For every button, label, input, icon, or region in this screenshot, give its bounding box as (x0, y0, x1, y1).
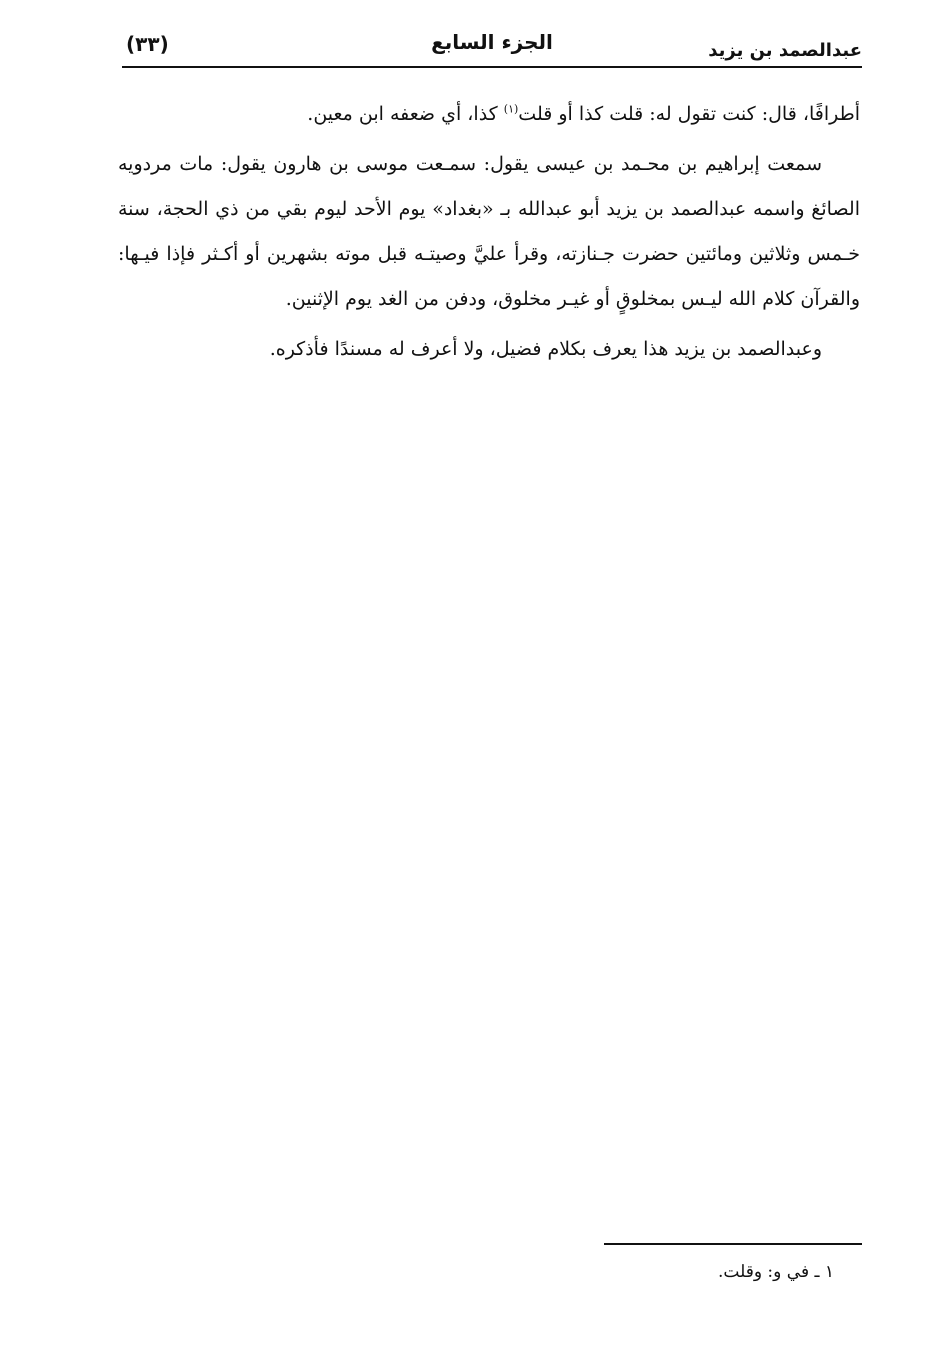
header-divider (122, 66, 862, 68)
footnote-item: ١ ـ في و: وقلت. (717, 1262, 834, 1282)
footnote-divider (604, 1243, 862, 1245)
running-title: عبدالصمد بن يزيد (708, 40, 862, 61)
main-text (118, 92, 860, 377)
footnote-reference[interactable]: (١) (503, 102, 519, 116)
page-number: (٣٣) (126, 32, 169, 56)
paragraph-2: سمعت إبراهيم بن محـمد بن عيسى يقول: سمـعت موسى بن هارون يقول: مات مردويه الصائغ واسمه عبدالصمد بن يزيد أبو عبدالله بـ «بغداد» يوم الأحد ليوم بقي من ذي الحجة، سنة خـمس وثلاثين ومائتين حضرت جـنازته، وقرأ عليَّ وصيتـه قبل موته بشهرين أو أكـثر فإذا فيـها: والقرآن كلام الله ليـس بمخلوقٍ أو غيـر مخلوق، ودفن من الغد يوم الإثنين. (118, 153, 860, 310)
paragraph-1: أطرافًا، قال: كنت تقول له: قلت كذا أو قلت$^{(١)}$ كذا، أي ضعفه ابن معين. (307, 102, 860, 125)
page-header (122, 24, 862, 68)
volume-title: الجزء السابع (431, 30, 553, 54)
paragraph-3: وعبدالصمد بن يزيد هذا يعرف بكلام فضيل، ولا أعرف له مسندًا فأذكره. (269, 338, 822, 360)
